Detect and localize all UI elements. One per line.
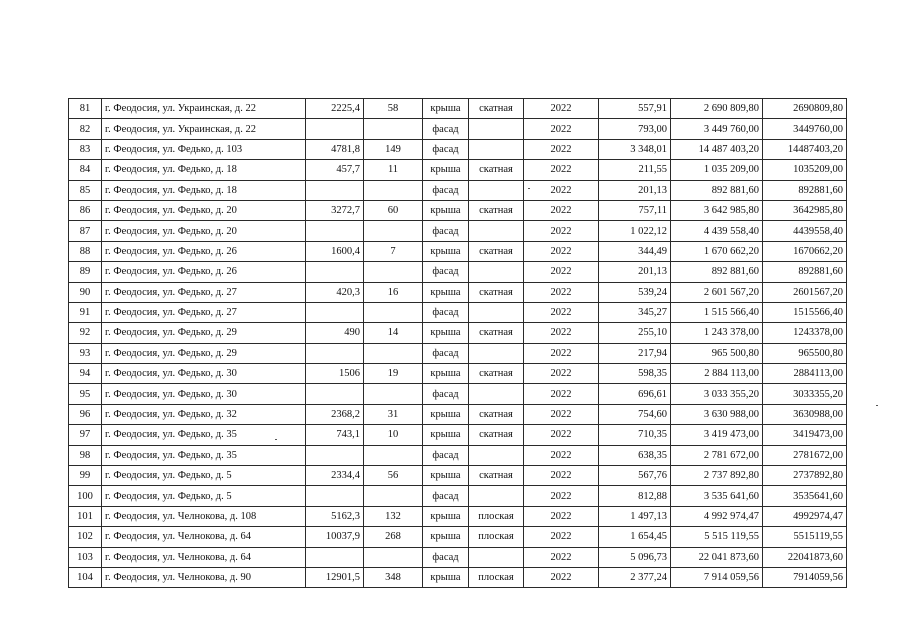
address-cell: г. Феодосия, ул. Федько, д. 5 bbox=[102, 466, 306, 486]
unit-cost-cell: 539,24 bbox=[599, 282, 671, 302]
area-cell bbox=[306, 221, 364, 241]
total-cost-plain-cell: 22041873,60 bbox=[763, 547, 847, 567]
address-cell: г. Феодосия, ул. Федько, д. 18 bbox=[102, 180, 306, 200]
unit-cost-cell: 255,10 bbox=[599, 323, 671, 343]
total-cost-plain-cell: 4992974,47 bbox=[763, 506, 847, 526]
roof-type-cell: плоская bbox=[469, 506, 524, 526]
element-cell: фасад bbox=[423, 547, 469, 567]
table-row bbox=[69, 506, 847, 526]
unit-cost-cell: 3 348,01 bbox=[599, 139, 671, 159]
apartments-cell bbox=[364, 180, 423, 200]
roof-type-cell bbox=[469, 384, 524, 404]
area-cell: 2368,2 bbox=[306, 404, 364, 424]
total-cost-plain-cell: 14487403,20 bbox=[763, 139, 847, 159]
year-cell: 2022 bbox=[524, 506, 599, 526]
address-cell: г. Феодосия, ул. Федько, д. 35 bbox=[102, 445, 306, 465]
roof-type-cell bbox=[469, 445, 524, 465]
area-cell: 457,7 bbox=[306, 160, 364, 180]
unit-cost-cell: 201,13 bbox=[599, 180, 671, 200]
year-cell: 2022 bbox=[524, 384, 599, 404]
area-cell: 2225,4 bbox=[306, 99, 364, 119]
total-cost-cell: 3 535 641,60 bbox=[671, 486, 763, 506]
element-cell: фасад bbox=[423, 302, 469, 322]
table-row bbox=[69, 323, 847, 343]
address-cell: г. Феодосия, ул. Федько, д. 27 bbox=[102, 282, 306, 302]
row-number: 83 bbox=[69, 139, 102, 159]
row-number: 100 bbox=[69, 486, 102, 506]
row-number: 97 bbox=[69, 425, 102, 445]
total-cost-cell: 3 033 355,20 bbox=[671, 384, 763, 404]
total-cost-plain-cell: 892881,60 bbox=[763, 180, 847, 200]
element-cell: крыша bbox=[423, 404, 469, 424]
roof-type-cell: скатная bbox=[469, 425, 524, 445]
total-cost-cell: 2 601 567,20 bbox=[671, 282, 763, 302]
element-cell: крыша bbox=[423, 323, 469, 343]
row-number: 81 bbox=[69, 99, 102, 119]
year-cell: 2022 bbox=[524, 99, 599, 119]
roof-type-cell: скатная bbox=[469, 364, 524, 384]
apartments-cell bbox=[364, 384, 423, 404]
area-cell: 4781,8 bbox=[306, 139, 364, 159]
address-cell: г. Феодосия, ул. Челнокова, д. 64 bbox=[102, 527, 306, 547]
apartments-cell: 11 bbox=[364, 160, 423, 180]
total-cost-cell: 3 419 473,00 bbox=[671, 425, 763, 445]
element-cell: крыша bbox=[423, 160, 469, 180]
total-cost-plain-cell: 2781672,00 bbox=[763, 445, 847, 465]
table-row bbox=[69, 262, 847, 282]
roof-type-cell: скатная bbox=[469, 200, 524, 220]
row-number: 86 bbox=[69, 200, 102, 220]
element-cell: фасад bbox=[423, 221, 469, 241]
total-cost-cell: 2 884 113,00 bbox=[671, 364, 763, 384]
element-cell: крыша bbox=[423, 567, 469, 587]
roof-type-cell: плоская bbox=[469, 567, 524, 587]
scan-speck bbox=[528, 188, 530, 189]
row-number: 82 bbox=[69, 119, 102, 139]
area-cell: 5162,3 bbox=[306, 506, 364, 526]
table-row bbox=[69, 567, 847, 587]
total-cost-cell: 1 035 209,00 bbox=[671, 160, 763, 180]
total-cost-cell: 4 992 974,47 bbox=[671, 506, 763, 526]
element-cell: крыша bbox=[423, 506, 469, 526]
roof-type-cell: скатная bbox=[469, 241, 524, 261]
address-cell: г. Феодосия, ул. Федько, д. 5 bbox=[102, 486, 306, 506]
unit-cost-cell: 201,13 bbox=[599, 262, 671, 282]
roof-type-cell bbox=[469, 547, 524, 567]
total-cost-cell: 14 487 403,20 bbox=[671, 139, 763, 159]
scan-speck bbox=[275, 439, 277, 440]
area-cell: 1600,4 bbox=[306, 241, 364, 261]
address-cell: г. Феодосия, ул. Федько, д. 35 bbox=[102, 425, 306, 445]
apartments-cell: 14 bbox=[364, 323, 423, 343]
area-cell bbox=[306, 119, 364, 139]
roof-type-cell bbox=[469, 180, 524, 200]
apartments-cell: 16 bbox=[364, 282, 423, 302]
table-row bbox=[69, 221, 847, 241]
area-cell: 10037,9 bbox=[306, 527, 364, 547]
apartments-cell: 7 bbox=[364, 241, 423, 261]
total-cost-cell: 3 642 985,80 bbox=[671, 200, 763, 220]
row-number: 99 bbox=[69, 466, 102, 486]
year-cell: 2022 bbox=[524, 445, 599, 465]
row-number: 102 bbox=[69, 527, 102, 547]
element-cell: крыша bbox=[423, 241, 469, 261]
element-cell: крыша bbox=[423, 200, 469, 220]
total-cost-cell: 965 500,80 bbox=[671, 343, 763, 363]
apartments-cell bbox=[364, 486, 423, 506]
address-cell: г. Феодосия, ул. Федько, д. 29 bbox=[102, 343, 306, 363]
total-cost-plain-cell: 1670662,20 bbox=[763, 241, 847, 261]
row-number: 89 bbox=[69, 262, 102, 282]
row-number: 90 bbox=[69, 282, 102, 302]
total-cost-plain-cell: 2737892,80 bbox=[763, 466, 847, 486]
table-row bbox=[69, 404, 847, 424]
row-number: 88 bbox=[69, 241, 102, 261]
total-cost-cell: 2 781 672,00 bbox=[671, 445, 763, 465]
total-cost-plain-cell: 965500,80 bbox=[763, 343, 847, 363]
apartments-cell: 268 bbox=[364, 527, 423, 547]
row-number: 95 bbox=[69, 384, 102, 404]
element-cell: крыша bbox=[423, 527, 469, 547]
roof-type-cell: скатная bbox=[469, 282, 524, 302]
total-cost-cell: 3 449 760,00 bbox=[671, 119, 763, 139]
unit-cost-cell: 2 377,24 bbox=[599, 567, 671, 587]
roof-type-cell: скатная bbox=[469, 99, 524, 119]
total-cost-cell: 892 881,60 bbox=[671, 180, 763, 200]
total-cost-cell: 3 630 988,00 bbox=[671, 404, 763, 424]
total-cost-plain-cell: 4439558,40 bbox=[763, 221, 847, 241]
year-cell: 2022 bbox=[524, 425, 599, 445]
total-cost-plain-cell: 3449760,00 bbox=[763, 119, 847, 139]
total-cost-cell: 1 515 566,40 bbox=[671, 302, 763, 322]
unit-cost-cell: 345,27 bbox=[599, 302, 671, 322]
total-cost-plain-cell: 1515566,40 bbox=[763, 302, 847, 322]
table-row bbox=[69, 139, 847, 159]
table-row bbox=[69, 547, 847, 567]
unit-cost-cell: 567,76 bbox=[599, 466, 671, 486]
apartments-cell: 60 bbox=[364, 200, 423, 220]
element-cell: крыша bbox=[423, 364, 469, 384]
apartments-cell: 31 bbox=[364, 404, 423, 424]
row-number: 85 bbox=[69, 180, 102, 200]
year-cell: 2022 bbox=[524, 343, 599, 363]
element-cell: фасад bbox=[423, 486, 469, 506]
table-row bbox=[69, 486, 847, 506]
address-cell: г. Феодосия, ул. Федько, д. 29 bbox=[102, 323, 306, 343]
unit-cost-cell: 211,55 bbox=[599, 160, 671, 180]
roof-type-cell bbox=[469, 486, 524, 506]
table-row bbox=[69, 180, 847, 200]
unit-cost-cell: 217,94 bbox=[599, 343, 671, 363]
table-row bbox=[69, 425, 847, 445]
total-cost-cell: 5 515 119,55 bbox=[671, 527, 763, 547]
total-cost-plain-cell: 1243378,00 bbox=[763, 323, 847, 343]
total-cost-plain-cell: 2884113,00 bbox=[763, 364, 847, 384]
element-cell: фасад bbox=[423, 119, 469, 139]
address-cell: г. Феодосия, ул. Федько, д. 20 bbox=[102, 221, 306, 241]
year-cell: 2022 bbox=[524, 221, 599, 241]
element-cell: крыша bbox=[423, 425, 469, 445]
year-cell: 2022 bbox=[524, 139, 599, 159]
element-cell: фасад bbox=[423, 262, 469, 282]
total-cost-plain-cell: 3033355,20 bbox=[763, 384, 847, 404]
table-body bbox=[69, 99, 847, 588]
total-cost-plain-cell: 3642985,80 bbox=[763, 200, 847, 220]
address-cell: г. Феодосия, ул. Федько, д. 32 bbox=[102, 404, 306, 424]
total-cost-plain-cell: 892881,60 bbox=[763, 262, 847, 282]
unit-cost-cell: 5 096,73 bbox=[599, 547, 671, 567]
year-cell: 2022 bbox=[524, 466, 599, 486]
table-row bbox=[69, 200, 847, 220]
element-cell: крыша bbox=[423, 466, 469, 486]
apartments-cell bbox=[364, 221, 423, 241]
total-cost-plain-cell: 7914059,56 bbox=[763, 567, 847, 587]
area-cell: 2334,4 bbox=[306, 466, 364, 486]
total-cost-cell: 2 737 892,80 bbox=[671, 466, 763, 486]
row-number: 93 bbox=[69, 343, 102, 363]
address-cell: г. Феодосия, ул. Федько, д. 26 bbox=[102, 241, 306, 261]
total-cost-cell: 1 243 378,00 bbox=[671, 323, 763, 343]
area-cell: 1506 bbox=[306, 364, 364, 384]
unit-cost-cell: 793,00 bbox=[599, 119, 671, 139]
row-number: 104 bbox=[69, 567, 102, 587]
apartments-cell: 132 bbox=[364, 506, 423, 526]
roof-type-cell bbox=[469, 262, 524, 282]
apartments-cell: 19 bbox=[364, 364, 423, 384]
row-number: 84 bbox=[69, 160, 102, 180]
element-cell: фасад bbox=[423, 384, 469, 404]
element-cell: крыша bbox=[423, 282, 469, 302]
apartments-cell: 10 bbox=[364, 425, 423, 445]
roof-type-cell bbox=[469, 139, 524, 159]
area-cell bbox=[306, 343, 364, 363]
unit-cost-cell: 710,35 bbox=[599, 425, 671, 445]
year-cell: 2022 bbox=[524, 200, 599, 220]
total-cost-cell: 22 041 873,60 bbox=[671, 547, 763, 567]
unit-cost-cell: 344,49 bbox=[599, 241, 671, 261]
table-row bbox=[69, 99, 847, 119]
apartments-cell: 149 bbox=[364, 139, 423, 159]
year-cell: 2022 bbox=[524, 262, 599, 282]
total-cost-cell: 7 914 059,56 bbox=[671, 567, 763, 587]
address-cell: г. Феодосия, ул. Челнокова, д. 64 bbox=[102, 547, 306, 567]
unit-cost-cell: 1 022,12 bbox=[599, 221, 671, 241]
address-cell: г. Феодосия, ул. Федько, д. 30 bbox=[102, 364, 306, 384]
roof-type-cell bbox=[469, 302, 524, 322]
row-number: 101 bbox=[69, 506, 102, 526]
unit-cost-cell: 757,11 bbox=[599, 200, 671, 220]
roof-type-cell: скатная bbox=[469, 323, 524, 343]
address-cell: г. Феодосия, ул. Федько, д. 103 bbox=[102, 139, 306, 159]
year-cell: 2022 bbox=[524, 527, 599, 547]
apartments-cell: 348 bbox=[364, 567, 423, 587]
year-cell: 2022 bbox=[524, 241, 599, 261]
total-cost-plain-cell: 5515119,55 bbox=[763, 527, 847, 547]
element-cell: фасад bbox=[423, 343, 469, 363]
table-row bbox=[69, 527, 847, 547]
total-cost-cell: 892 881,60 bbox=[671, 262, 763, 282]
total-cost-cell: 2 690 809,80 bbox=[671, 99, 763, 119]
area-cell: 420,3 bbox=[306, 282, 364, 302]
total-cost-plain-cell: 2690809,80 bbox=[763, 99, 847, 119]
table-row bbox=[69, 343, 847, 363]
roof-type-cell: плоская bbox=[469, 527, 524, 547]
row-number: 87 bbox=[69, 221, 102, 241]
table-row bbox=[69, 282, 847, 302]
apartments-cell: 58 bbox=[364, 99, 423, 119]
area-cell bbox=[306, 302, 364, 322]
area-cell bbox=[306, 384, 364, 404]
table-row bbox=[69, 445, 847, 465]
area-cell: 3272,7 bbox=[306, 200, 364, 220]
total-cost-cell: 1 670 662,20 bbox=[671, 241, 763, 261]
apartments-cell bbox=[364, 302, 423, 322]
address-cell: г. Феодосия, ул. Украинская, д. 22 bbox=[102, 119, 306, 139]
apartments-cell bbox=[364, 445, 423, 465]
total-cost-plain-cell: 3535641,60 bbox=[763, 486, 847, 506]
unit-cost-cell: 557,91 bbox=[599, 99, 671, 119]
roof-type-cell bbox=[469, 119, 524, 139]
address-cell: г. Феодосия, ул. Федько, д. 26 bbox=[102, 262, 306, 282]
address-cell: г. Феодосия, ул. Федько, д. 27 bbox=[102, 302, 306, 322]
area-cell: 490 bbox=[306, 323, 364, 343]
area-cell bbox=[306, 180, 364, 200]
row-number: 94 bbox=[69, 364, 102, 384]
row-number: 91 bbox=[69, 302, 102, 322]
table-row bbox=[69, 384, 847, 404]
address-cell: г. Феодосия, ул. Челнокова, д. 108 bbox=[102, 506, 306, 526]
area-cell bbox=[306, 547, 364, 567]
element-cell: фасад bbox=[423, 139, 469, 159]
unit-cost-cell: 754,60 bbox=[599, 404, 671, 424]
area-cell bbox=[306, 486, 364, 506]
apartments-cell bbox=[364, 262, 423, 282]
address-cell: г. Феодосия, ул. Федько, д. 18 bbox=[102, 160, 306, 180]
roof-type-cell bbox=[469, 343, 524, 363]
roof-type-cell bbox=[469, 221, 524, 241]
table-row bbox=[69, 241, 847, 261]
year-cell: 2022 bbox=[524, 486, 599, 506]
table-row bbox=[69, 302, 847, 322]
apartments-cell: 56 bbox=[364, 466, 423, 486]
apartments-cell bbox=[364, 547, 423, 567]
scan-speck bbox=[876, 405, 878, 406]
year-cell: 2022 bbox=[524, 404, 599, 424]
apartments-cell bbox=[364, 343, 423, 363]
works-table bbox=[68, 98, 847, 588]
unit-cost-cell: 1 497,13 bbox=[599, 506, 671, 526]
year-cell: 2022 bbox=[524, 160, 599, 180]
element-cell: фасад bbox=[423, 180, 469, 200]
total-cost-plain-cell: 3630988,00 bbox=[763, 404, 847, 424]
area-cell bbox=[306, 262, 364, 282]
total-cost-plain-cell: 2601567,20 bbox=[763, 282, 847, 302]
area-cell: 12901,5 bbox=[306, 567, 364, 587]
address-cell: г. Феодосия, ул. Украинская, д. 22 bbox=[102, 99, 306, 119]
apartments-cell bbox=[364, 119, 423, 139]
row-number: 92 bbox=[69, 323, 102, 343]
area-cell bbox=[306, 445, 364, 465]
area-cell: 743,1 bbox=[306, 425, 364, 445]
roof-type-cell: скатная bbox=[469, 404, 524, 424]
row-number: 96 bbox=[69, 404, 102, 424]
address-cell: г. Феодосия, ул. Федько, д. 30 bbox=[102, 384, 306, 404]
year-cell: 2022 bbox=[524, 302, 599, 322]
total-cost-plain-cell: 1035209,00 bbox=[763, 160, 847, 180]
year-cell: 2022 bbox=[524, 364, 599, 384]
unit-cost-cell: 696,61 bbox=[599, 384, 671, 404]
table-row bbox=[69, 160, 847, 180]
row-number: 103 bbox=[69, 547, 102, 567]
year-cell: 2022 bbox=[524, 282, 599, 302]
unit-cost-cell: 598,35 bbox=[599, 364, 671, 384]
year-cell: 2022 bbox=[524, 180, 599, 200]
unit-cost-cell: 812,88 bbox=[599, 486, 671, 506]
address-cell: г. Феодосия, ул. Челнокова, д. 90 bbox=[102, 567, 306, 587]
unit-cost-cell: 638,35 bbox=[599, 445, 671, 465]
address-cell: г. Феодосия, ул. Федько, д. 20 bbox=[102, 200, 306, 220]
year-cell: 2022 bbox=[524, 547, 599, 567]
year-cell: 2022 bbox=[524, 567, 599, 587]
roof-type-cell: скатная bbox=[469, 466, 524, 486]
table-row bbox=[69, 466, 847, 486]
table-row bbox=[69, 119, 847, 139]
year-cell: 2022 bbox=[524, 119, 599, 139]
element-cell: крыша bbox=[423, 99, 469, 119]
total-cost-cell: 4 439 558,40 bbox=[671, 221, 763, 241]
element-cell: фасад bbox=[423, 445, 469, 465]
row-number: 98 bbox=[69, 445, 102, 465]
unit-cost-cell: 1 654,45 bbox=[599, 527, 671, 547]
roof-type-cell: скатная bbox=[469, 160, 524, 180]
total-cost-plain-cell: 3419473,00 bbox=[763, 425, 847, 445]
table-row bbox=[69, 364, 847, 384]
year-cell: 2022 bbox=[524, 323, 599, 343]
